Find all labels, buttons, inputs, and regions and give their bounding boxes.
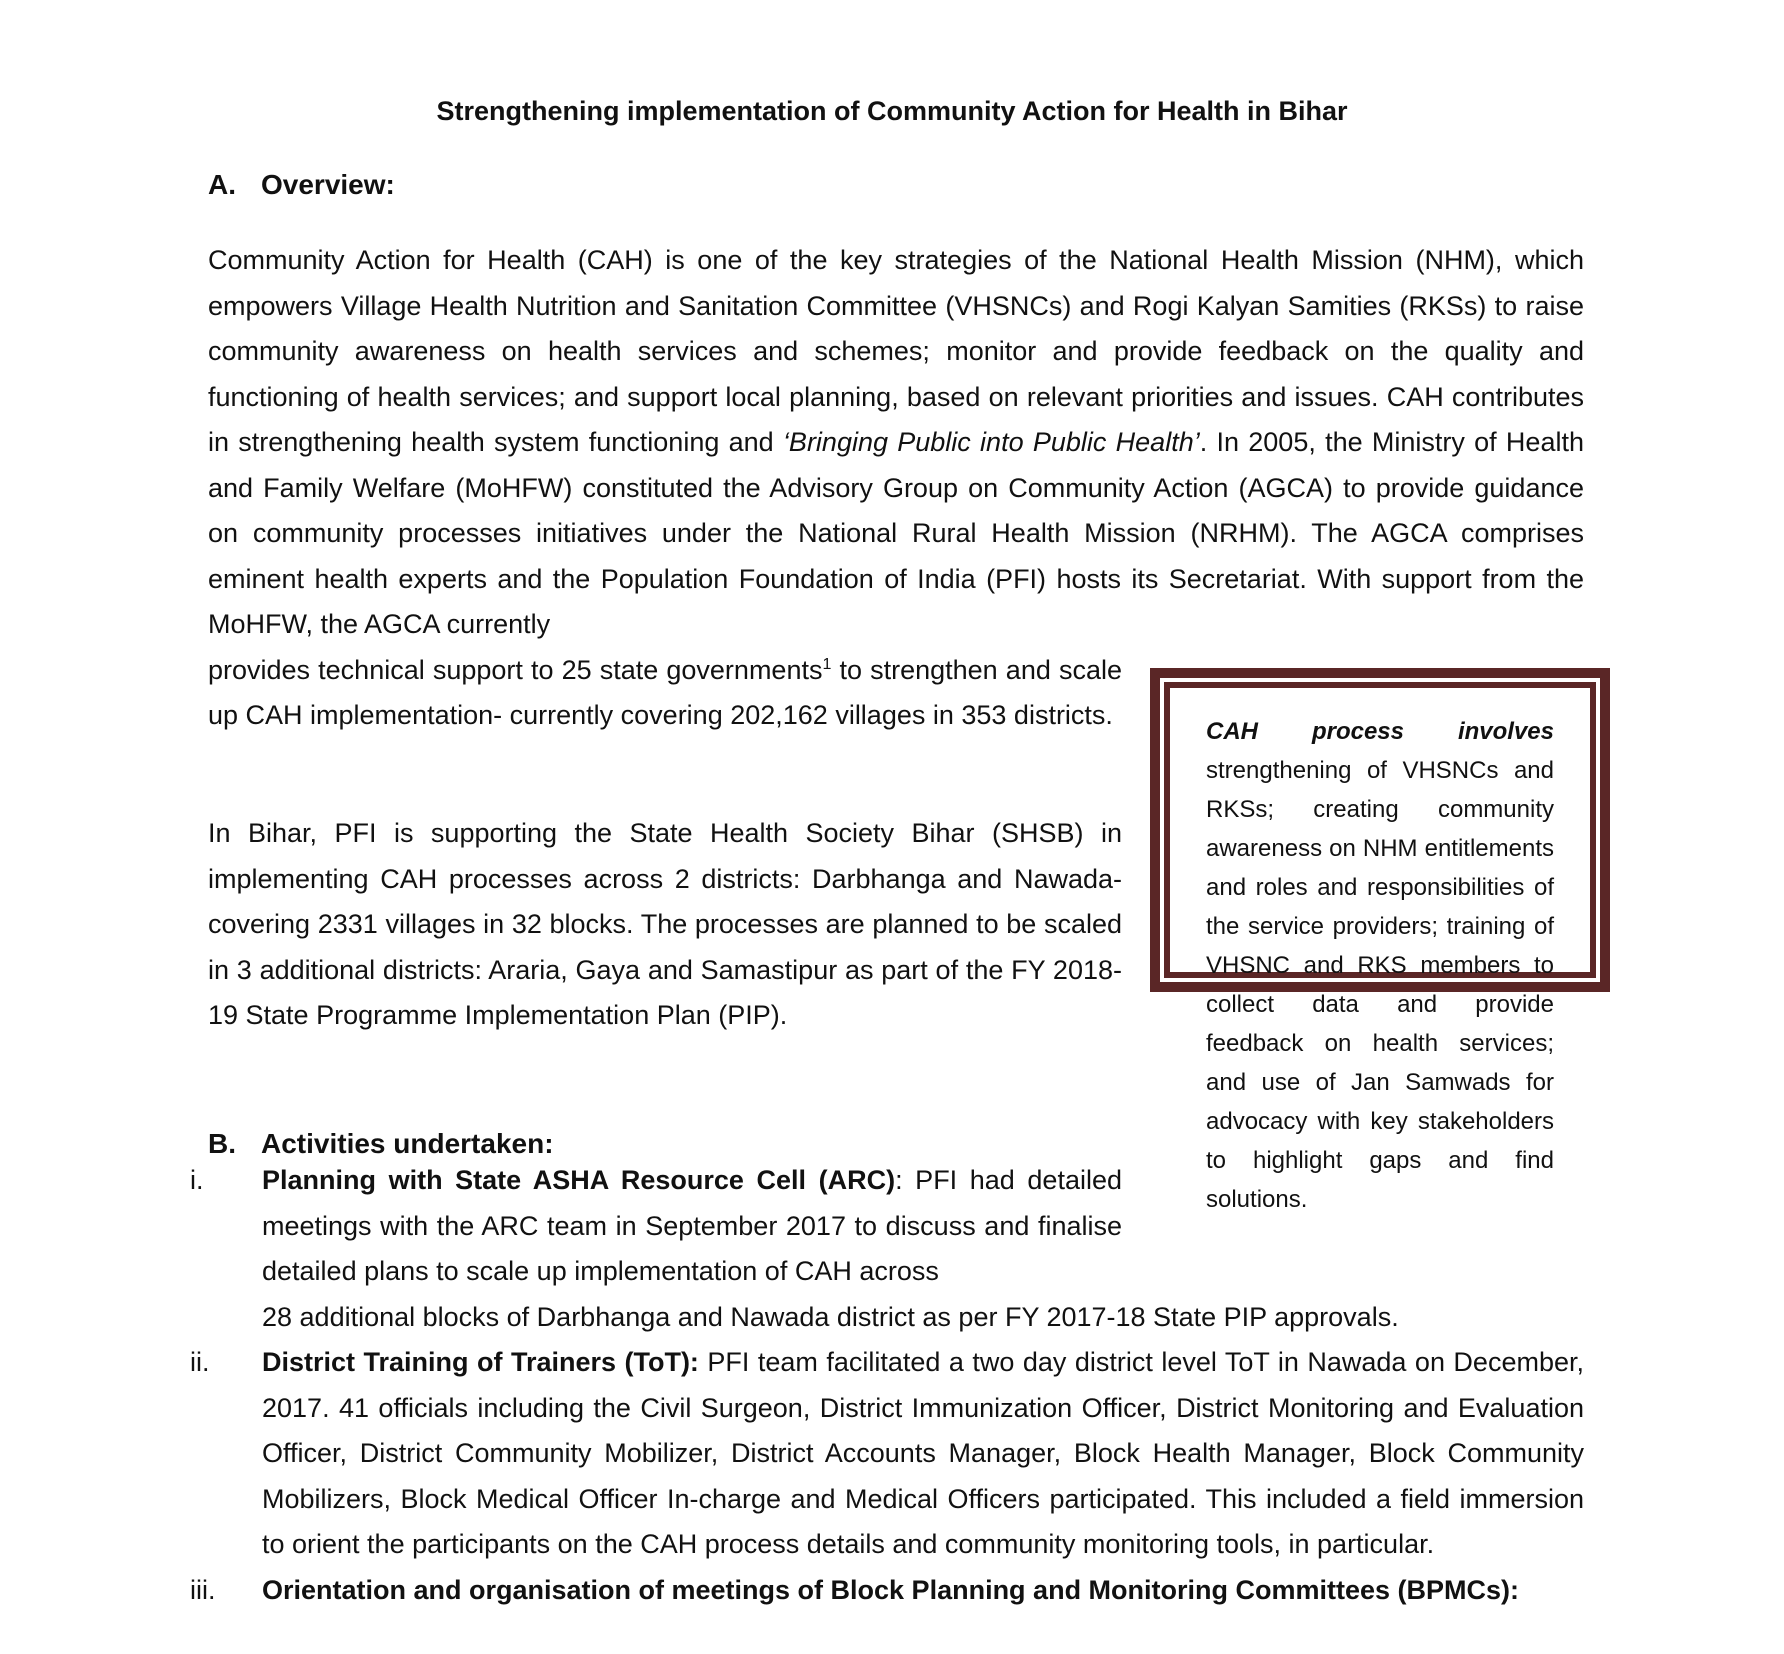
list-item-text: : PFI had detailed meetings with the ARC team in September 2017 to discuss and finalise detailed plans to scale up implementation of CAH across [262,1165,1122,1286]
section-b-title: Activities undertaken: [261,1128,554,1159]
section-b-number: B. [208,1128,236,1159]
list-item [190,1158,1584,1340]
list-item-number: i. [190,1165,204,1195]
list-item-narrow [262,1158,1122,1295]
list-item-number: iii. [190,1574,216,1605]
overview-p1-text: Community Action for Health (CAH) is one of the key strategies of the National Health Mission (NHM), which empowers Village Health Nutrition and Sanitation Committee (VHSNCs) and Rogi Kalyan Samities (RKSs) to raise community awareness on health services and schemes; monitor and provide feedback on the quality and functioning of health services; and support local planning, based on relevant priorities and issues. CAH contributes in strengthening health system functioning and [208,245,1584,457]
overview-paragraph-1 [208,238,1584,739]
list-item-number: ii. [190,1347,210,1377]
overview-p1-narrow-text: provides technical support to 25 state governments [208,654,823,685]
overview-p1-narrow [208,648,1122,739]
overview-p1-italic: ‘Bringing Public into Public Health’ [782,427,1200,457]
section-a-number: A. [208,169,236,200]
callout-text [1170,688,1590,1213]
list-item [190,1568,1584,1614]
overview-p1-text-after: . In 2005, the Ministry of Health and Family Welfare (MoHFW) constituted the Advisory Group on Community Action (AGCA) to provide guidance on community processes initiatives under the National Rural Health Mission (NRHM). The AGCA comprises eminent health experts and the Population Foundation of India (PFI) hosts its Secretariat. With support from the MoHFW, the AGCA currently [208,427,1584,639]
callout-box [1150,668,1610,1213]
document-title: Strengthening implementation of Community Action for Health in Bihar [436,96,1348,126]
callout-frame [1160,678,1600,1213]
footnote-marker: 1 [822,655,832,673]
section-a-heading [208,165,395,205]
callout-lead: CAH process involves [1206,718,1554,745]
overview-p1-narrow-text-after: to strengthen and scale up CAH implementation- currently covering 202,162 villages in 353 districts. [208,654,1122,730]
activities-list [190,1158,1584,1613]
callout-body: strengthening of VHSNCs and RKSs; creating community awareness on NHM entitlements and roles and responsibilities of the service providers; training of VHSNC and RKS members to collect data and provide feedback on health services; and use of Jan Samwads for advocacy with key stakeholders to highlight gaps and find solutions. [1206,757,1554,1213]
overview-paragraph-2: In Bihar, PFI is supporting the State Health Society Bihar (SHSB) in implementing CAH processes across 2 districts: Darbhanga and Nawada- covering 2331 villages in 32 blocks. The processes are planned to be scaled in 3 additional districts: Araria, Gaya and Samastipur as part of the FY 2018-19 State Programme Implementation Plan (PIP). [208,818,1122,1030]
list-item-lead: Orientation and organisation of meetings of Block Planning and Monitoring Committees (BPMCs): [262,1574,1520,1605]
list-item [190,1340,1584,1568]
list-item-rest: 28 additional blocks of Darbhanga and Nawada district as per FY 2017-18 State PIP approvals. [262,1301,1399,1332]
list-item-rest: PFI team facilitated a two day district level ToT in Nawada on December, 2017. 41 officials including the Civil Surgeon, District Immunization Officer, District Monitoring and Evaluation Officer, District Community Mobilizer, District Accounts Manager, Block Health Manager, Block Community Mobilizers, Block Medical Officer In-charge and Medical Officers participated. This included a field immersion to orient the participants on the CAH process details and community monitoring tools, in particular. [262,1347,1584,1559]
list-item-lead: District Training of Trainers (ToT): [262,1347,699,1377]
section-a-title: Overview: [261,169,395,200]
list-item-lead: Planning with State ASHA Resource Cell (ARC) [262,1165,896,1195]
